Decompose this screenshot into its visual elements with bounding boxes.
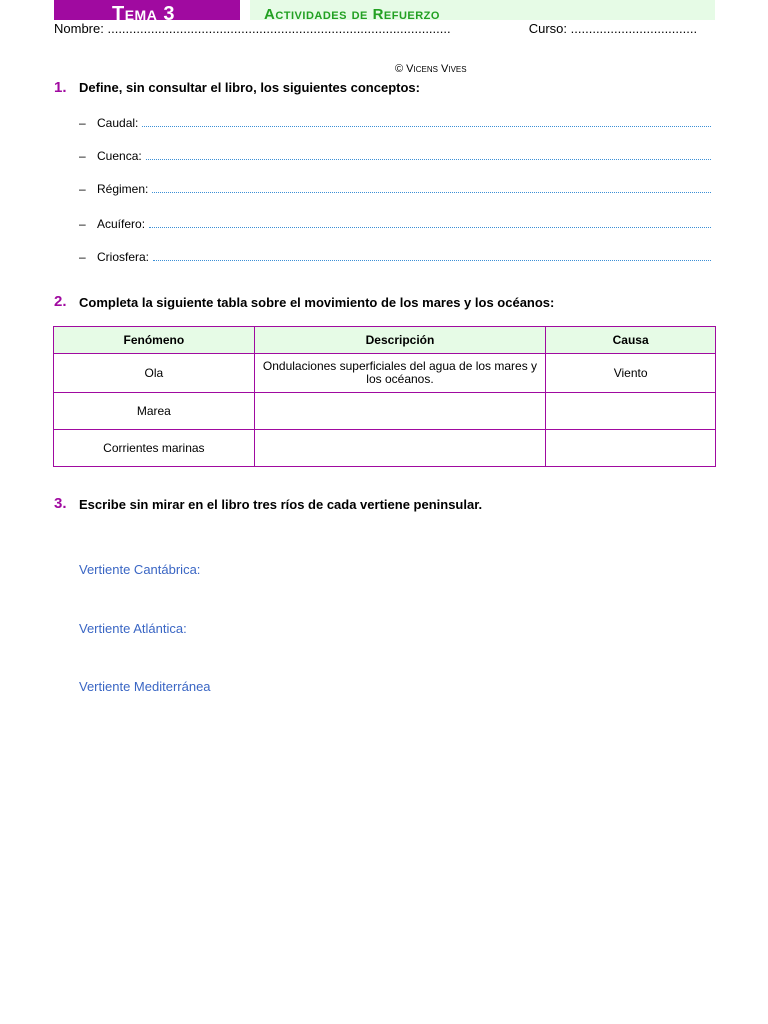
seas-movement-table	[53, 326, 716, 467]
question-3-number: 3.	[54, 495, 67, 512]
vertiente-atlantica-label: Vertiente Atlántica:	[79, 621, 187, 636]
table-row	[54, 393, 716, 430]
list-dash: –	[79, 217, 86, 231]
term-label: Cuenca:	[97, 149, 142, 163]
student-info-row	[54, 21, 715, 37]
table-cell: Marea	[54, 393, 255, 430]
table-header-row	[54, 327, 716, 354]
answer-line[interactable]	[142, 115, 711, 127]
question-1-text: Define, sin consultar el libro, los siguientes conceptos:	[79, 80, 420, 95]
table-cell: Corrientes marinas	[54, 430, 255, 467]
table-row	[54, 354, 716, 393]
term-label: Régimen:	[97, 182, 149, 196]
list-dash: –	[79, 182, 86, 196]
term-label: Criosfera:	[97, 250, 150, 264]
vertiente-cantabrica-label: Vertiente Cantábrica:	[79, 562, 201, 577]
definition-row-caudal	[79, 115, 711, 131]
tema-title: Tema 3	[112, 3, 176, 20]
table-cell-answer[interactable]	[546, 430, 716, 467]
question-2-text: Completa la siguiente tabla sobre el movimiento de los mares y los océanos:	[79, 295, 555, 310]
nombre-label: Nombre:	[54, 21, 104, 36]
column-header: Fenómeno	[54, 327, 255, 354]
publisher-credit: © Vicens Vives	[395, 63, 467, 75]
question-1-number: 1.	[54, 79, 67, 96]
curso-field[interactable]: ...................................	[570, 21, 698, 36]
table-cell-answer[interactable]	[254, 393, 546, 430]
list-dash: –	[79, 149, 86, 163]
answer-line[interactable]	[152, 181, 711, 193]
answer-line[interactable]	[149, 216, 711, 228]
curso-label: Curso:	[528, 21, 568, 36]
page-header	[0, 0, 768, 40]
table-cell: Viento	[546, 354, 716, 393]
list-dash: –	[79, 116, 86, 130]
activities-title: Actividades de Refuerzo	[264, 6, 440, 20]
table-cell: Ondulaciones superficiales del agua de los mares y los océanos.	[254, 354, 546, 393]
vertiente-mediterranea-label: Vertiente Mediterránea	[79, 679, 211, 694]
term-label: Caudal:	[97, 116, 139, 130]
table-cell: Ola	[54, 354, 255, 393]
definition-row-cuenca	[79, 148, 711, 164]
term-label: Acuífero:	[97, 217, 146, 231]
table-cell-answer[interactable]	[254, 430, 546, 467]
tema-banner	[54, 0, 240, 20]
question-2-number: 2.	[54, 293, 67, 310]
answer-line[interactable]	[153, 249, 711, 261]
list-dash: –	[79, 250, 86, 264]
definition-row-acuifero	[79, 216, 711, 232]
definition-row-regimen	[79, 181, 711, 197]
answer-line[interactable]	[146, 148, 711, 160]
table-cell-answer[interactable]	[546, 393, 716, 430]
activities-banner	[250, 0, 715, 20]
nombre-field[interactable]: ...............................................................................................	[107, 21, 451, 36]
table-row	[54, 430, 716, 467]
question-3-text: Escribe sin mirar en el libro tres ríos de cada vertiene peninsular.	[79, 497, 483, 512]
definition-row-criosfera	[79, 249, 711, 265]
column-header: Descripción	[254, 327, 546, 354]
column-header: Causa	[546, 327, 716, 354]
